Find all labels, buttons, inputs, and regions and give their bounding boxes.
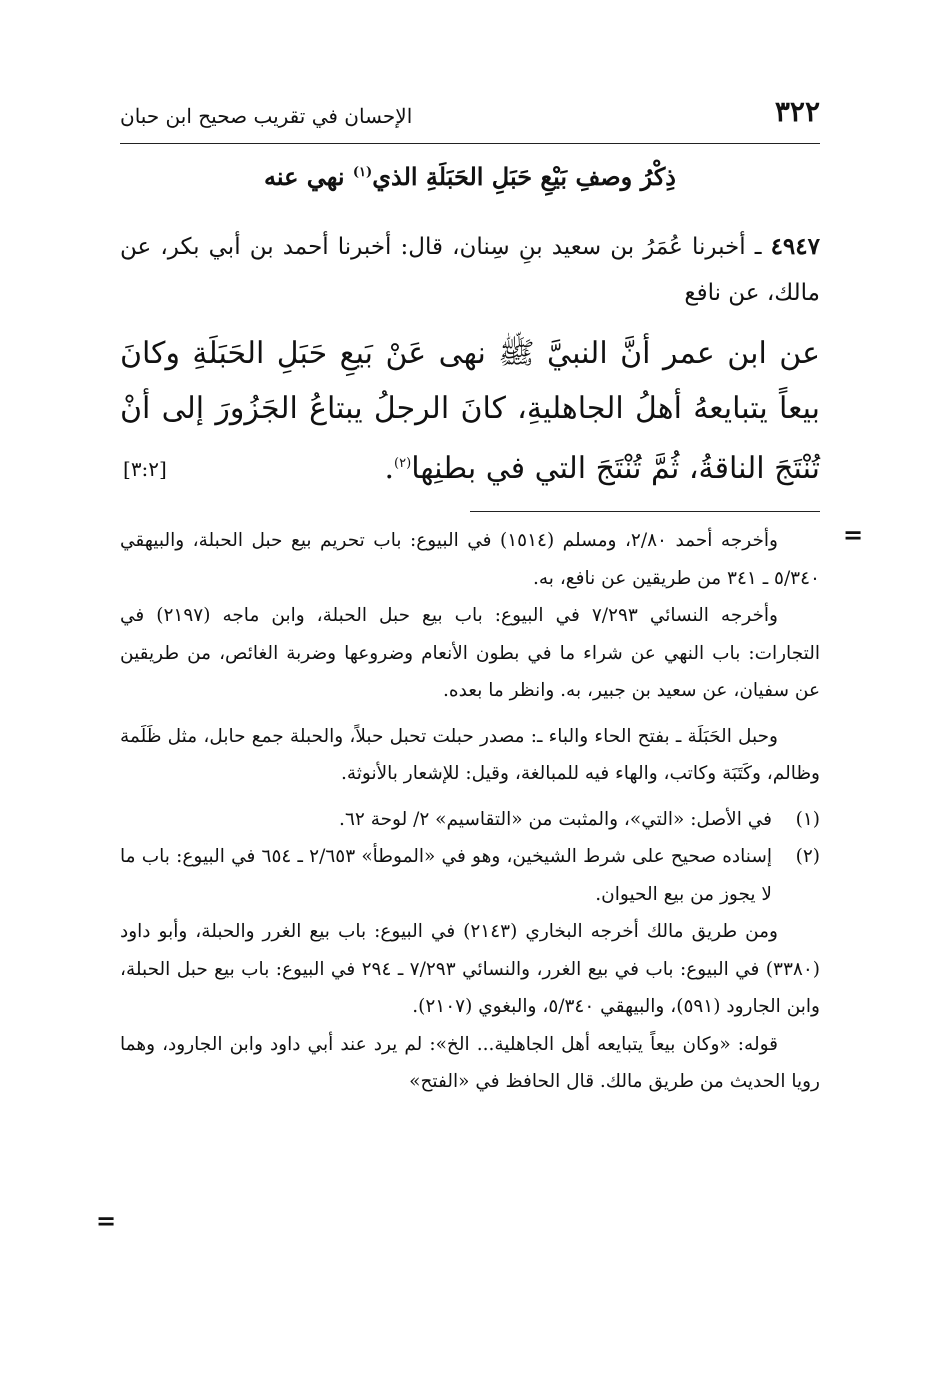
footnotes [120,522,820,1101]
page-number: ٣٢٢ [774,95,820,128]
continuation-marker-bottom: = [96,1206,117,1235]
running-title: الإحسان في تقريب صحيح ابن حبان [120,104,413,128]
footnote-text: إسناده صحيح على شرط الشيخين، وهو في «الموطأ» ٢/٦٥٣ ـ ٦٥٤ في البيوع: باب ما لا يجوز من بيع الحيوان. [120,846,773,905]
isnad-text: ـ أخبرنا عُمَرُ بن سعيد بنِ سِنان، قال: أخبرنا أحمد بن أبي بكر، عن مالك، عن نافع [120,234,820,306]
continuation-marker-top: = [843,520,864,549]
page-header [120,92,820,128]
footnote-rule [470,511,820,512]
matn-text: عن ابن عمر أنَّ النبيَّ ﷺ نهى عَنْ بَيعِ حَبَلِ الحَبَلَةِ وكانَ بيعاً يتبايعهُ أهلُ الجاهليةِ، كانَ الرجلُ يبتاعُ الجَزُورَ إلى أنْ تُنْتَجَ الناقةُ، ثُمَّ تُنْتَجَ التي في بطنِها [120,336,820,486]
hadith-matn: عن ابن عمر أنَّ النبيَّ ﷺ نهى عَنْ بَيعِ حَبَلِ الحَبَلَةِ وكانَ بيعاً يتبايعهُ أهلُ الجاهليةِ، كانَ الرجلُ يبتاعُ الجَزُورَ إلى أنْ تُنْتَجَ الناقةُ، ثُمَّ تُنْتَجَ التي في بطنِها$^{(٢)}$. [120,336,820,486]
header-rule [120,143,820,144]
hadith-number: ٤٩٤٧ [770,233,820,260]
footnote-paragraph: قوله: «وكان بيعاً يتبايعه أهل الجاهلية... الخ»: لم يرد عند أبي داود وابن الجارود، وهما رويا الحديث من طريق مالك. قال الحافظ في «الفتح» [120,1033,820,1092]
footnote-number: (٢) [795,846,820,867]
footnote-2 [120,838,820,913]
footnote-1 [120,801,820,839]
section-title-text: ذِكْرُ وصفِ بَيْعِ حَبَلِ الحَبَلَةِ الذي [372,162,676,191]
footnote-ref-2: (٢) [394,456,412,471]
footnote-ref-1: (١) [352,165,373,180]
section-title [120,162,820,191]
hadith-isnad [120,224,820,316]
footnote-number: (١) [795,808,820,830]
hadith-reference: [٣:٢] [123,457,167,481]
footnote-continuation: وأخرجه النسائي ٧/٢٩٣ في البيوع: باب بيع حبل الحبلة، وابن ماجه (٢١٩٧) في التجارات: باب النهي عن شراء ما في بطون الأنعام وضروعها وضربة الغائص، من طريقين عن سفيان، عن سعيد بن جبير، به. وانظر ما بعده. [120,605,820,701]
footnote-text: في الأصل: «التي»، والمثبت من «التقاسيم» ٢/ لوحة ٦٢. [339,808,772,830]
section-title-suffix: نهي عنه [264,162,353,191]
footnote-continuation: وحبل الحَبَلَة ـ بفتح الحاء والباء ـ: مصدر حبلت تحبل حبلاً، والحبلة جمع حابل، مثل ظَلَمة وظالم، وكَتَبَة وكاتب، والهاء فيه للمبالغة، وقيل: للإشعار بالأنوثة. [120,725,820,784]
footnote-continuation: وأخرجه أحمد ٢/٨٠، ومسلم (١٥١٤) في البيوع: باب تحريم بيع حبل الحبلة، والبيهقي ٥/٣٤٠ ـ ٣٤١ من طريقين عن نافع، به. [120,530,820,589]
footnote-paragraph: ومن طريق مالك أخرجه البخاري (٢١٤٣) في البيوع: باب بيع الغرر والحبلة، وأبو داود (٣٣٨٠) في البيوع: باب في بيع الغرر، والنسائي ٧/٢٩٣ ـ ٢٩٤ في البيوع: باب بيع حبل الحبلة، وابن الجارود (٥٩١)، والبيهقي ٥/٣٤٠، والبغوي (٢١٠٧). [120,921,820,1017]
